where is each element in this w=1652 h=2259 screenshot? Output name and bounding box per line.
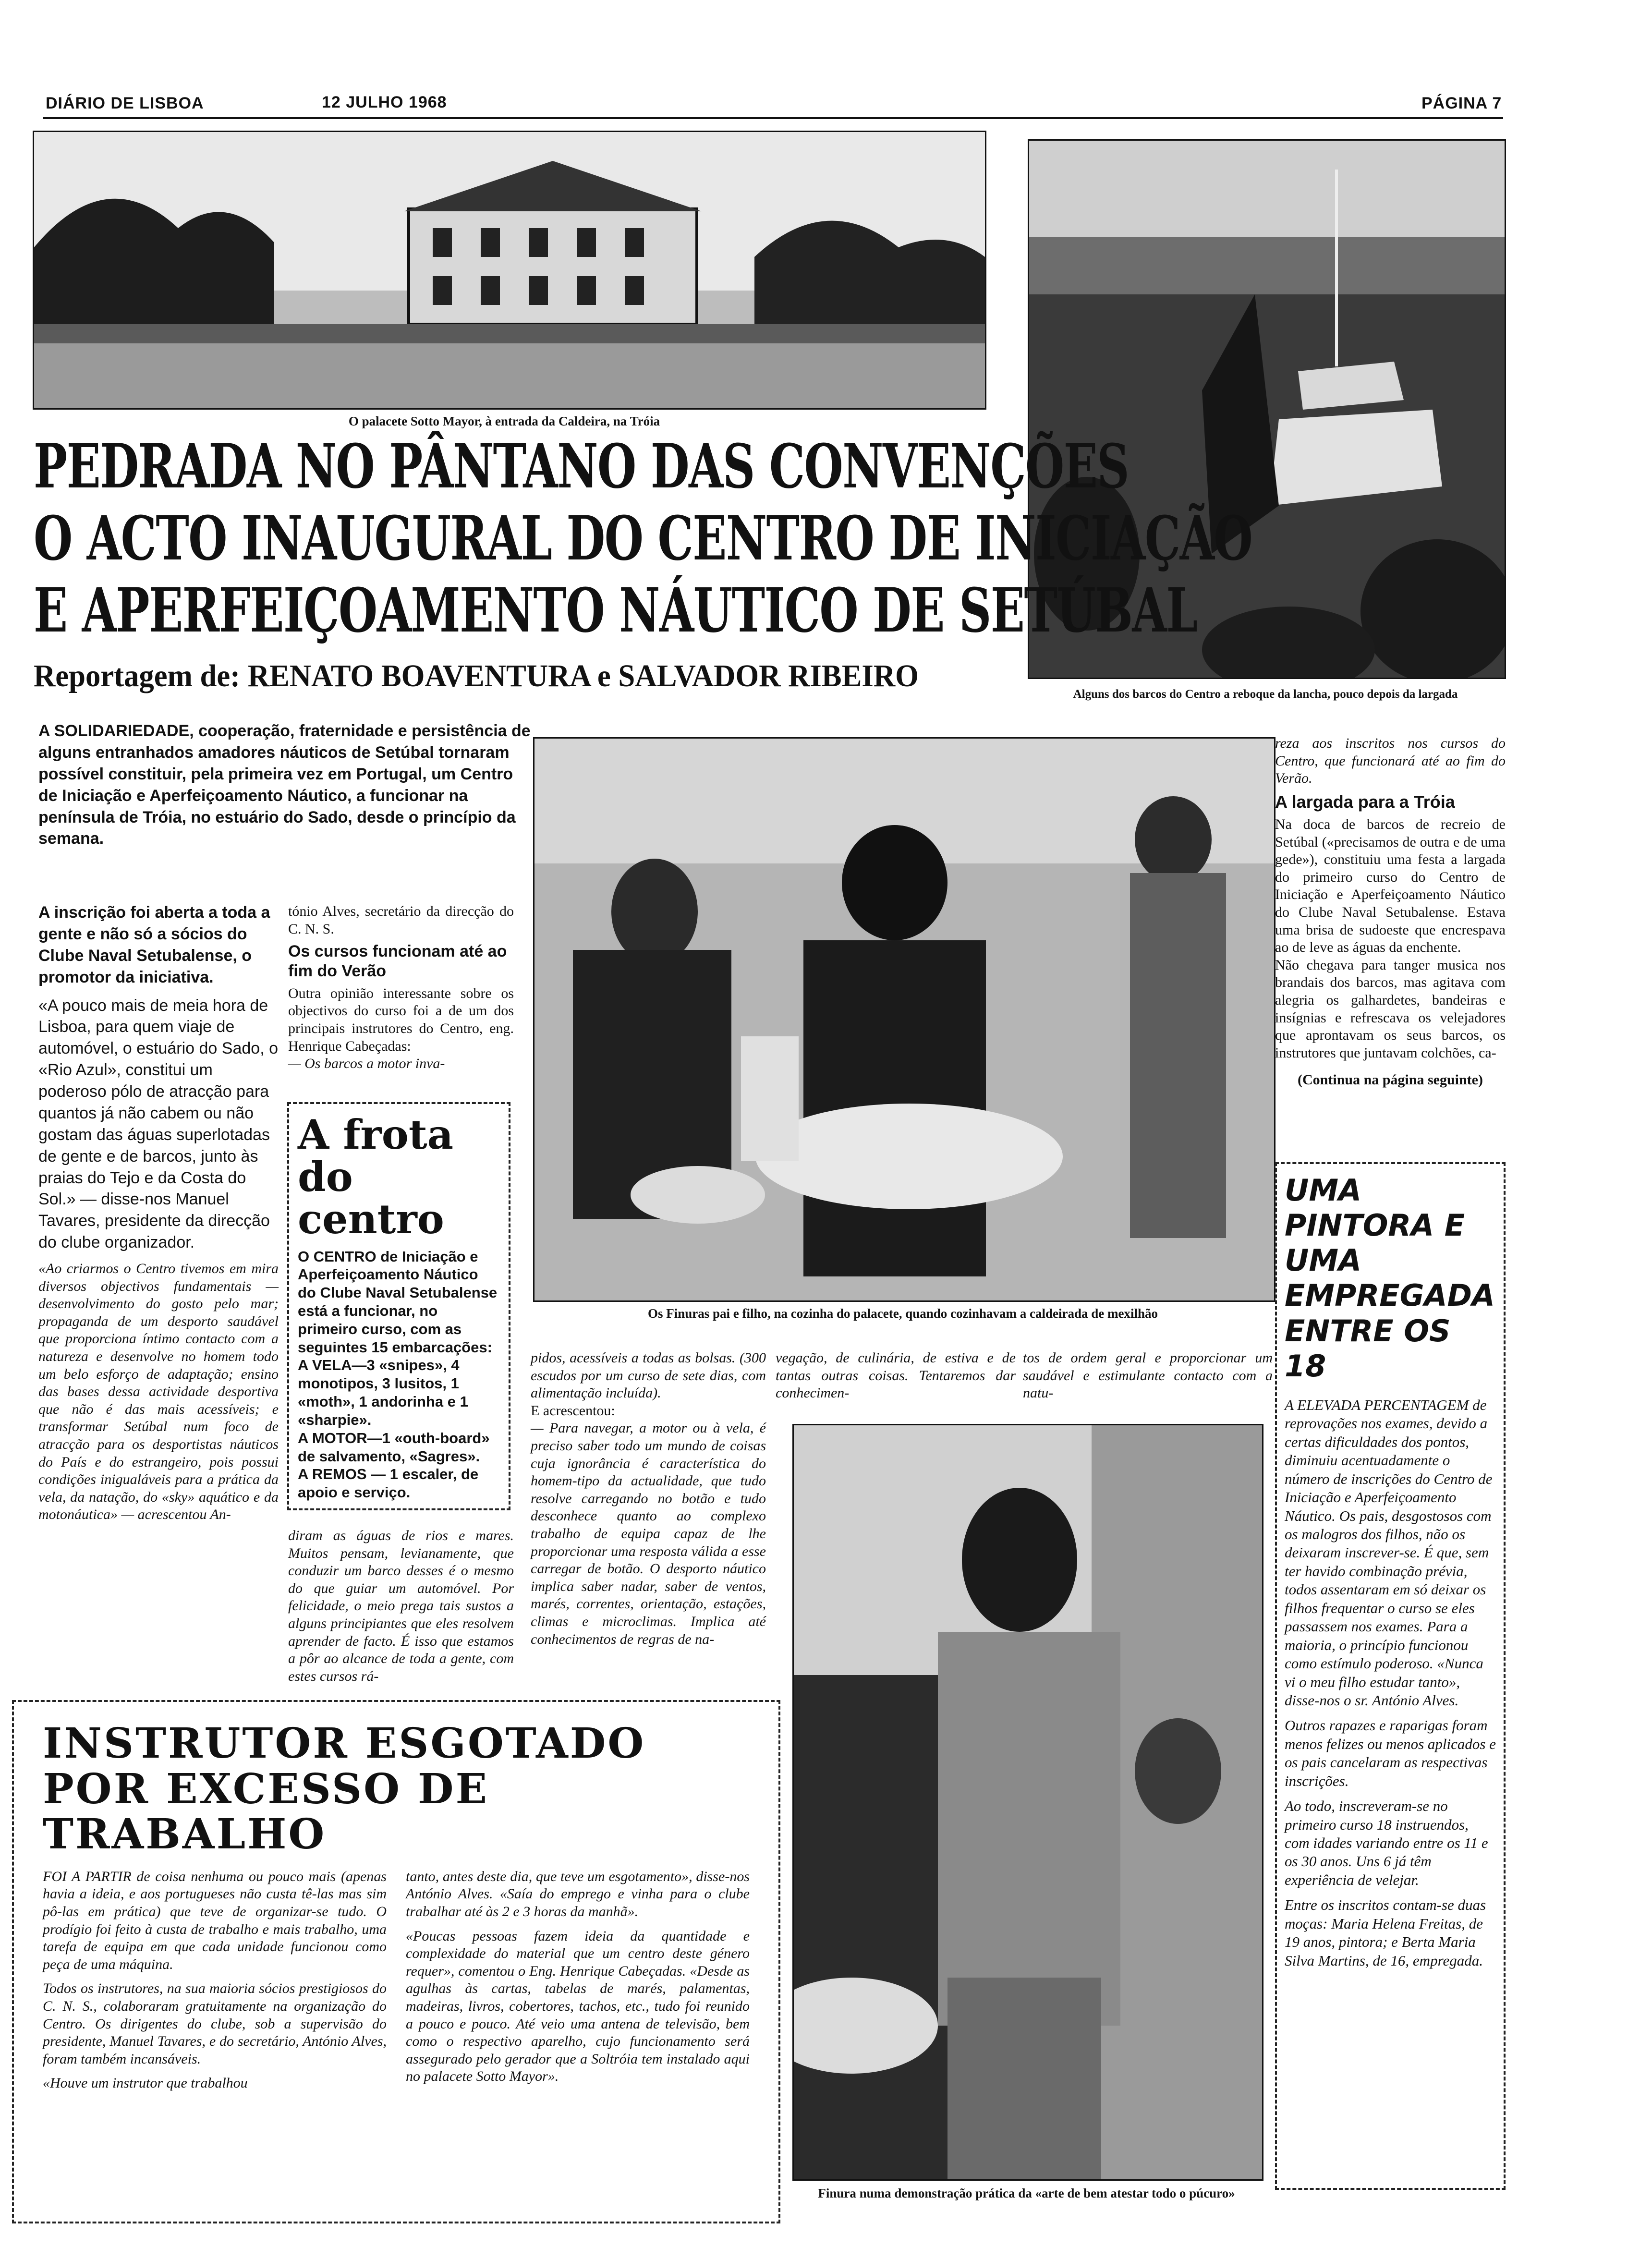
fleet-title-2: do centro [298,1153,444,1243]
column-3 [531,1349,766,1648]
fleet-motor: A MOTOR—1 «outh-board» de salvamento, «Sagres». [298,1429,490,1465]
column-2-top [288,903,514,1073]
col2-text-1: tónio Alves, secretário da direcção do C. N. S. [288,903,514,937]
boats-photo-caption: Alguns dos barcos do Centro a reboque da lancha, pouco depois da largada [1073,688,1458,701]
instructor-text-2: Todos os instrutores, na sua maioria sócios prestigiosos do C. N. S., colaboraram gratuitamente na organização do Centro. Os dirigentes do clube, sob a supervisão do presidente, Manuel Tavares, e do secretário, António Alves, foram também incansáveis. [43,1980,387,2067]
instructor-columns [43,1868,750,2092]
fleet-oars: A REMOS — 1 escaler, de apoio e serviço. [298,1466,479,1501]
continued-note: (Continua na página seguinte) [1298,1072,1483,1088]
right-column [1275,735,1506,1089]
fleet-sail: A VELA—3 «snipes», 4 monotipos, 3 lusitos, 1 «moth», 1 andorinha e 1 «sharpie». [298,1357,468,1428]
lead-paragraph: A SOLIDARIEDADE, cooperação, fraternidade e persistência de alguns entranhados amadores náuticos de Setúbal tornaram possível constituir, pela primeira vez em Portugal, um Centro de Iniciação e Aperfeiçoamento Náutico, a funcionar na península de Tróia, no estuário do Sado, desde o princípio da semana. [38,722,531,848]
painter-title: UMA PINTORA E UMA EMPREGADA ENTRE OS 18 [1285,1173,1495,1384]
newspaper-name: DIÁRIO DE LISBOA [46,94,204,112]
col3-text-1: pidos, acessíveis a todas as bolsas. (300 escudos por um curso de sete dias, com alimentação incluída). [531,1350,766,1401]
kitchen-photo-caption: Os Finuras pai e filho, na cozinha do palacete, quando cozinhavam a caldeirada de mexilhão [647,1306,1158,1321]
lead-intro [38,720,533,850]
instructor-column-left [43,1868,387,2092]
right-col-text-2: Na doca de barcos de recreio de Setúbal («precisamos de outra e de uma gede»), constituiu uma festa a largada do primeiro curso do Centro de Iniciação e Aperfeiçoamento Náutico do Clube Naval Setubalense. Estava uma brisa de sudoeste que encrespava ao de leve as águas da enchente. [1275,816,1506,956]
lead-column [38,902,279,1524]
right-col-text-3: Não chegava para tanger musica nos brandais dos barcos, mas agitava com alegria os galhardetes, bandeiras e insígnias e refrescava os velejadores que aprontavam os seus barcos, os instrutores que juntavam colchões, ca- [1275,957,1506,1061]
instructor-column-right [406,1868,750,2092]
instructor-title-2: POR EXCESSO DE TRABALHO [43,1764,489,1859]
painter-text-1: A ELEVADA PERCENTAGEM de reprovações nos exames, devido a certas dificuldades dos pontos, diminuiu acentuadamente o número de inscrições do Centro de Iniciação e Aperfeiçoamento Náutico. Os pais, desgostosos com os malogros dos filhos, não os deixaram inscrever-se. É que, sem ter havido combinação prévia, todos assentaram em só deixar os filhos frequentar o curso se eles passassem nos exames. Para a maioria, o princípio funcionou como estímulo poderoso. «Nunca vi o meu filho estudar tanto», disse-nos o sr. António Alves. [1285,1396,1493,1709]
headline-line-1: PEDRADA NO PÂNTANO DAS CONVENÇÕES [34,431,1129,502]
col4-text-1: vegação, de culinária, de estiva e de tantas outras coisas. Tentaremos dar conhecimen- [776,1350,1016,1401]
col3-text-2: E acrescentou: [531,1402,615,1419]
col5-text-1: tos de ordem geral e proporcionar um saudável e estimulante contacto com a natu- [1023,1350,1273,1401]
col2-text-4: diram as águas de rios e mares. Muitos pensam, levianamente, que conduzir um barco desses é o mesmo do que guiar um automóvel. Por felicidade, o meio prega tais sustos a alguns principiantes que eles resolvem aprender de facto. É isso que estamos a pôr ao alcance de toda a gente, com estes cursos rá- [288,1528,514,1684]
column-2-bottom [288,1527,514,1685]
fleet-title-1: A frota [298,1111,454,1158]
instructor-text-4: tanto, antes deste dia, que teve um esgotamento», disse-nos António Alves. «Saía do emprego e vinha para o clube trabalhar até às 2 e 3 horas da manhã». [406,1868,750,1919]
col2-text-3: — Os barcos a motor inva- [288,1056,445,1072]
painter-text-3: Ao todo, inscreveram-se no primeiro curso 18 instruendos, com idades variando entre os 11 e os 30 anos. Uns 6 já têm experiência de velejar. [1285,1797,1488,1888]
palace-photo [33,131,986,410]
painter-text-4: Entre os inscritos contam-se duas moças: Maria Helena Freitas, de 19 anos, pintora; e Berta Maria Silva Martins, de 16, empregada. [1285,1896,1486,1969]
instructor-box [12,1700,780,2223]
palace-photo-caption: O palacete Sotto Mayor, à entrada da Caldeira, na Tróia [348,414,660,428]
instructor-title-1: INSTRUTOR ESGOTADO [43,1719,646,1768]
column-4 [776,1349,1016,1402]
man-photo [792,1424,1263,2181]
tavares-quote: «A pouco mais de meia hora de Lisboa, para quem viaje de automóvel, o estuário do Sado, o «Rio Azul», constitui um poderoso pólo de atracção para quantos já não cabem ou não gostam das águas superlotadas de gente e de barcos, junto às praias do Tejo e da Costa do Sol.» — disse-nos Manuel Tavares, presidente da direcção do clube organizador. [38,996,278,1252]
departure-subheading: A largada para a Tróia [1275,791,1455,812]
inscription-paragraph: A inscrição foi aberta a toda a gente e não só a sócios do Clube Naval Setubalense, o promotor da iniciativa. [38,903,270,986]
col3-text-3: — Para navegar, a motor ou à vela, é preciso saber todo um mundo de coisas cuja ignorância é característica do homem-tipo da actualidade, que tudo resolve carregando no botão e tudo desconhece quanto ao complexo trabalho de equipa capaz de lhe proporcionar uma resposta válida a esse carregar de botão. O desporto náutico implica saber nadar, saber de ventos, marés, correntes, orientação, estações, climas e microclimas. Implica até conhecimentos de regras de na- [531,1420,766,1647]
byline: Reportagem de: RENATO BOAVENTURA e SALVADOR RIBEIRO [34,658,919,693]
issue-date: 12 JULHO 1968 [322,93,447,111]
headline-line-2: O ACTO INAUGURAL DO CENTRO DE INICIAÇÃO [34,503,1252,574]
instructor-text-5: «Poucas pessoas fazem ideia da quantidade e complexidade do material que um centro deste género requer», comentou o Eng. Henrique Cabeçadas. «Desde as agulhas às cartas, tabelas de marés, palamentas, madeiras, livros, cobertores, tachos, etc., tudo foi reunido a pouco e pouco. Até veio uma antena de televisão, bem como o respectivo aparelho, cujo funcionamento será assegurado pelo gerador que a Soltróia tem instalado aqui no palacete Sotto Mayor». [406,1928,750,2085]
headline-line-3: E APERFEIÇOAMENTO NÁUTICO DE SETÚBAL [34,575,1197,646]
man-photo-caption: Finura numa demonstração prática da «arte de bem atestar todo o púcuro» [818,2186,1235,2200]
courses-subheading: Os cursos funcionam até ao fim do Verão [288,942,507,980]
column-5 [1023,1349,1273,1402]
fleet-box [287,1102,510,1510]
right-col-text-1: reza aos inscritos nos cursos do Centro, que funcionará até ao fim do Verão. [1275,735,1506,787]
painter-box [1275,1162,1506,2190]
instructor-text-1: FOI A PARTIR de coisa nenhuma ou pouco mais (apenas havia a ideia, e aos portugueses não custa tê-las mas sim pô-las em prática) que teve de organizar-se tudo. O prodígio foi feito à custa de trabalho e mais trabalho, uma tarefa de equipa em que cada unidade funcionou como peça de uma máquina. [43,1868,387,1972]
header-rule [43,117,1503,119]
page-number: PÁGINA 7 [1421,94,1502,112]
fleet-intro: O CENTRO de Iniciação e Aperfeiçoamento Náutico do Clube Naval Setubalense está a funcionar, no primeiro curso, com as seguintes 15 embarcações: [298,1248,498,1356]
painter-text-2: Outros rapazes e raparigas foram menos felizes ou menos aplicados e os pais cancelaram as respectivas inscrições. [1285,1717,1496,1789]
kitchen-photo [533,737,1275,1302]
objectives-quote: «Ao criarmos o Centro tivemos em mira diversos objectivos fundamentais — desenvolvimento do gosto pelo mar; propaganda de um desporto saudável que proporciona íntimo contacto com a natureza e desenvolve no homem todo um belo esforço de adaptação; ensino das bases dessa actividade desportiva que não é das mais acessíveis; e transformar Setúbal num foco de atracção para os desportistas náuticos do País e do estrangeiro, pois possui condições inigualáveis para a prática da vela, da natação, do «sky» aquático e da motonáutica» — acrescentou An- [38,1261,279,1523]
instructor-text-3: «Houve um instrutor que trabalhou [43,2075,248,2091]
col2-text-2: Outra opinião interessante sobre os objectivos do curso foi a de um dos principais instrutores do Centro, eng. Henrique Cabeçadas: [288,985,514,1054]
